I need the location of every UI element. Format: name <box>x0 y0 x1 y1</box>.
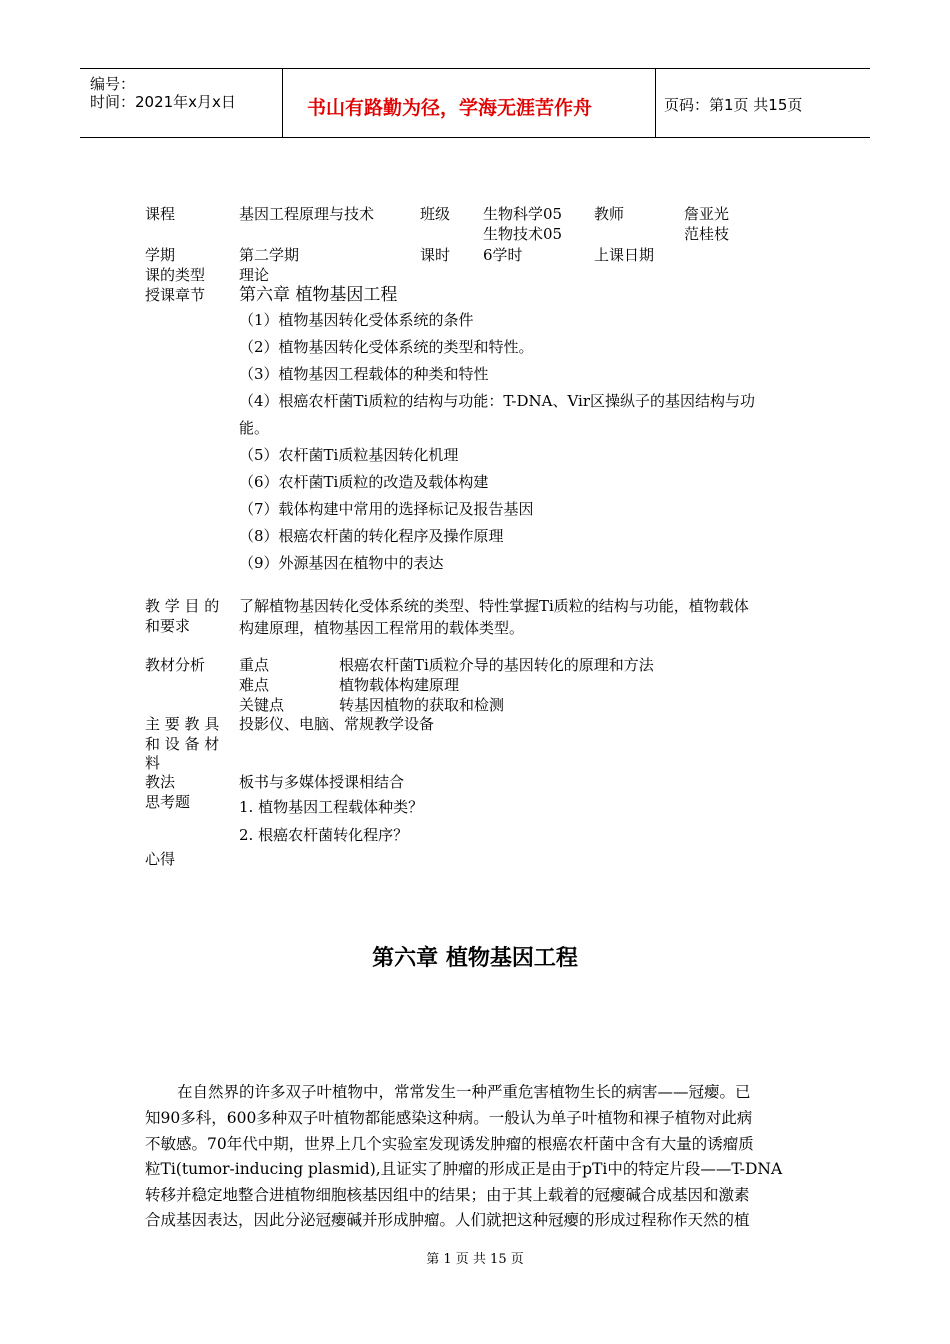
class-value-2: 生物技术05 <box>483 225 563 243</box>
chapter-item: 能。 <box>239 419 270 437</box>
body-line: 不敏感。70年代中期，世界上几个实验室发现诱发肿瘤的根癌农杆菌中含有大量的诱瘤质 <box>145 1135 754 1153</box>
analysis-value: 转基因植物的获取和检测 <box>339 696 505 714</box>
page-footer: 第 1 页 共 15 页 <box>426 1252 524 1267</box>
header-meta-cell <box>80 69 282 137</box>
body-line: 知90多科，600多种双子叶植物都能感染这种病。一般认为单子叶植物和裸子植物对此病 <box>145 1109 753 1127</box>
chapter-label: 授课章节 <box>145 286 206 304</box>
analysis-key: 重点 <box>239 656 270 674</box>
method-label: 教法 <box>145 773 176 791</box>
question-item: 1. 植物基因工程载体种类？ <box>239 798 424 816</box>
chapter-item: （1）植物基因转化受体系统的条件 <box>239 311 474 329</box>
course-label: 课程 <box>145 205 176 223</box>
chapter-heading: 第六章 植物基因工程 <box>372 946 578 971</box>
chapter-item: （8）根癌农杆菌的转化程序及操作原理 <box>239 527 504 545</box>
method-value: 板书与多媒体授课相结合 <box>239 773 405 791</box>
chapter-item: （9）外源基因在植物中的表达 <box>239 554 444 572</box>
chapter-item: （3）植物基因工程载体的种类和特性 <box>239 365 489 383</box>
teacher-value-1: 詹亚光 <box>684 205 730 223</box>
time-label: 时间：2021年x月x日 <box>90 93 236 111</box>
class-value-1: 生物科学05 <box>483 205 563 223</box>
teacher-label: 教师 <box>594 205 625 223</box>
type-value: 理论 <box>239 266 270 284</box>
analysis-value: 植物载体构建原理 <box>339 676 460 694</box>
hours-label: 课时 <box>420 246 451 264</box>
analysis-value: 根癌农杆菌Ti质粒介导的基因转化的原理和方法 <box>339 656 654 674</box>
hours-value: 6学时 <box>483 246 523 264</box>
body-line: 转移并稳定地整合进植物细胞核基因组中的结果；由于其上载着的冠瘿碱合成基因和激素 <box>145 1186 750 1204</box>
analysis-key: 难点 <box>239 676 270 694</box>
body-line: 粒Ti(tumor-inducing plasmid),且证实了肿瘤的形成正是由于pTi中的特定片段——T-DNA <box>145 1160 783 1178</box>
chapter-item: （7）载体构建中常用的选择标记及报告基因 <box>239 500 534 518</box>
body-line: 在自然界的许多双子叶植物中，常常发生一种严重危害植物生长的病害——冠瘿。已 <box>177 1083 751 1101</box>
goal-text-2: 构建原理，植物基因工程常用的载体类型。 <box>239 619 525 637</box>
questions-label: 思考题 <box>145 793 191 811</box>
body-line: 合成基因表达，因此分泌冠瘿碱并形成肿瘤。人们就把这种冠瘿的形成过程称作天然的植 <box>145 1211 750 1229</box>
goal-text: 了解植物基因转化受体系统的类型、特性掌握Ti质粒的结构与功能，植物载体 <box>239 597 749 615</box>
equip-label: 和 设 备 材 <box>145 735 220 753</box>
teacher-value-2: 范桂枝 <box>684 225 730 243</box>
header-page-cell <box>655 69 870 137</box>
document-header <box>80 68 870 138</box>
page-label: 页码：第1页 共15页 <box>664 96 803 114</box>
term-label: 学期 <box>145 246 176 264</box>
motto: 书山有路勤为径，学海无涯苦作舟 <box>307 97 593 119</box>
chapter-title: 第六章 植物基因工程 <box>239 285 398 305</box>
goal-label: 教 学 目 的 <box>145 597 220 615</box>
analysis-key: 关键点 <box>239 696 285 714</box>
question-item: 2. 根癌农杆菌转化程序？ <box>239 826 409 844</box>
equip-label: 料 <box>145 754 161 772</box>
chapter-item: （6）农杆菌Ti质粒的改造及载体构建 <box>239 473 489 491</box>
number-label: 编号： <box>90 75 136 93</box>
date-label: 上课日期 <box>594 246 655 264</box>
goal-label-2: 和要求 <box>145 617 191 635</box>
equip-value: 投影仪、电脑、常规教学设备 <box>239 715 435 733</box>
equip-label: 主 要 教 具 <box>145 715 220 733</box>
analysis-label: 教材分析 <box>145 656 206 674</box>
chapter-item: （5）农杆菌Ti质粒基因转化机理 <box>239 446 459 464</box>
type-label: 课的类型 <box>145 266 206 284</box>
chapter-item: （4）根癌农杆菌Ti质粒的结构与功能：T-DNA、Vir区操纵子的基因结构与功 <box>239 392 756 410</box>
chapter-item: （2）植物基因转化受体系统的类型和特性。 <box>239 338 534 356</box>
class-label: 班级 <box>420 205 451 223</box>
notes-label: 心得 <box>145 850 176 868</box>
course-value: 基因工程原理与技术 <box>239 205 375 223</box>
term-value: 第二学期 <box>239 246 300 264</box>
header-motto-cell <box>282 69 656 137</box>
